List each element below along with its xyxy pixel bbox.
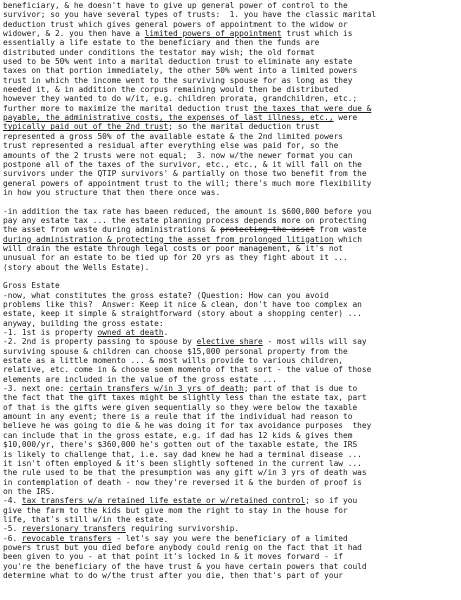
text-segment: however they wanted to do w/it, e.g. children prorata, grandchildren, etc.; [3,94,358,104]
text-segment: ; so if you [305,496,358,506]
text-segment: life, that's still w/in the estate. [3,514,169,524]
text-segment: trust represented a residual after everything else was paid for, so the [3,141,339,151]
document-page [3,1,459,599]
text-segment: the rule used to be that the presumption was any gift w/in 3 yrs of death was [3,468,367,478]
underlined-text: revocable transfers [21,533,112,543]
text-line [3,179,459,188]
text-segment: survivors under the QTIP survivors' & partially on those two benefit from the [3,169,367,179]
text-line [3,459,459,468]
text-segment: estate as a little momento ... & most wills provide to various children, [3,356,344,366]
underlined-text: the taxes that were due & [253,103,372,113]
text-segment: been given to you - at that point it's locked in & it moves forward - if [3,552,344,562]
text-segment: amounts of the 2 trusts were not equal; 3. now w/the newer format you can [3,150,353,160]
text-line [3,66,459,75]
text-line [3,506,459,515]
text-segment: which [333,234,362,244]
underlined-text: elective share [196,337,263,347]
text-line [3,421,459,430]
text-segment: ; part of that is due to [243,384,358,394]
text-segment: Gross Estate [3,281,60,291]
text-line [3,225,459,234]
text-segment: (story about the Wells Estate). [3,262,150,272]
underlined-text: tax transfers w/a retained life estate or w/retained control [21,496,306,506]
text-line [3,487,459,496]
text-segment: deduction trust which gives general powers of appointment to the widow or [3,19,348,29]
text-segment: -1. 1st is property [3,328,98,338]
text-segment: will drain the estate through legal costs or poor management, & it's not [3,243,344,253]
text-line [3,356,459,365]
text-line [3,235,459,244]
gross-estate-section [3,281,459,580]
text-segment: anyway, building the gross estate: [3,318,164,328]
text-segment: from waste [314,225,367,235]
text-line [3,76,459,85]
text-segment: were [333,113,358,123]
text-line [3,365,459,374]
text-line [3,113,459,122]
text-segment: relative, etc. come in & choose soem momento of that sort - the value of those [3,365,372,375]
text-segment: survivor; so you have several types of trusts: 1. you have the classic marital [3,10,377,20]
text-segment: beneficiary, & he doesn't have to give up general power of control to the [3,1,348,10]
text-segment: -now, what constitutes the gross estate? (Question: How can you avoid [3,290,329,300]
text-line [3,337,459,346]
text-line [3,431,459,440]
text-segment: ; so the marital deduction trust [168,122,320,132]
text-line [3,375,459,384]
tax-rate-paragraph [3,207,459,272]
paragraph-gap [3,197,459,206]
underlined-text: certain transfers w/in 3 yrs of death [69,384,244,394]
text-segment: represented a gross 50% of the available estate & the 2nd limited powers [3,131,344,141]
text-segment: -in addition the tax rate has baeen reduced, the amount is $600,000 before you [3,206,372,216]
text-segment: postpone all of the taxes of the survivor, etc., etc., & it will fall on the [3,159,362,169]
text-line [3,132,459,141]
text-line [3,263,459,272]
text-segment: -3. next one: [3,384,70,394]
text-segment: estate, keep it simple & straightforward (story about a shopping center) ... [3,309,362,319]
paragraph-gap [3,272,459,281]
underlined-text: payable, the administrative costs, the expenses of last illness, etc., [3,113,334,123]
text-line [3,468,459,477]
text-segment: surviving spouse & children can choose $15,000 personal property from the [3,346,348,356]
text-line [3,496,459,505]
text-line [3,440,459,449]
text-segment: unusual for an estate to be tied up for 20 yrs as they fight about it ... [3,253,348,263]
text-line [3,571,459,580]
text-line [3,244,459,253]
text-line [3,384,459,393]
text-segment: needed it, & in addition the corpus remaining would then be distributed [3,85,339,95]
text-line [3,188,459,197]
text-segment: of that is the gifts were given sequentially so they were below the taxable [3,402,358,412]
text-line [3,207,459,216]
text-line [3,38,459,47]
text-line [3,393,459,402]
text-line [3,253,459,262]
text-segment: can include that in the gross estate, e.g. if dad has 12 kids & gives them [3,430,353,440]
text-line [3,543,459,552]
text-line [3,515,459,524]
text-line [3,20,459,29]
text-line [3,104,459,113]
text-line [3,281,459,290]
text-line [3,309,459,318]
text-line [3,141,459,150]
text-line [3,524,459,533]
text-line [3,412,459,421]
text-segment: -5. [3,524,22,534]
text-segment: pay any estate tax ... the estate planning process depends more on protecting [3,215,367,225]
text-segment: the asset from waste during administrations & [3,225,221,235]
text-segment: in contemplation of death - now they're reversed it & the burden of proof is [3,477,362,487]
text-segment: -6. [3,533,22,543]
text-line [3,160,459,169]
text-segment: you're the beneficiary of the have trust & you have certain powers that could [3,561,367,571]
text-line [3,169,459,178]
text-line [3,151,459,160]
text-segment: essentially a life estate to the beneficiary and then the funds are [3,38,320,48]
text-line [3,562,459,571]
text-segment: further more to maximize the marital deduction trust [3,103,254,113]
text-segment: determine what to do w/the trust after you die, then that's part of your [3,570,344,580]
marital-trust-paragraph [3,1,459,197]
text-line [3,216,459,225]
struck-text: protecting the asset [220,225,315,235]
text-line [3,291,459,300]
text-line [3,403,459,412]
text-line [3,94,459,103]
text-line [3,534,459,543]
text-line [3,48,459,57]
text-segment: requiring survivorship. [125,524,240,534]
text-line [3,122,459,131]
text-line [3,347,459,356]
text-line [3,85,459,94]
underlined-text: limited powers of appointment [144,29,282,39]
text-line [3,450,459,459]
text-line [3,552,459,561]
underlined-text: typically paid out of the 2nd trust [3,122,169,132]
text-segment: elements are included in the value of the gross estate ... [3,374,277,384]
text-segment: used to be 50% went into a marital deduction trust to eliminate any estate [3,57,353,67]
text-line [3,319,459,328]
text-segment: powers trust but you died before anybody could renig on the fact that it had [3,542,362,552]
text-segment: widower, & 2. you then have a [3,29,145,39]
text-segment: general powers of appointment trust to the will; there's much more flexibility [3,178,372,188]
text-segment: - most wills will say [262,337,367,347]
text-segment: -2. 2nd is property passing to spouse by [3,337,197,347]
text-line [3,57,459,66]
text-line [3,1,459,10]
text-segment: the fact that the gift taxes might be slightly less than the estate tax, part [3,393,367,403]
text-segment: trust in which the income went to the surviving spouse for as long as they [3,75,353,85]
text-segment: on the IRS. [3,486,55,496]
text-segment: it isn't often employed & it's been slightly softened in the current law ... [3,458,362,468]
text-segment: problems like this? Answer: Keep it nice & clean, don't have too complex an [3,300,362,309]
text-segment: taxes on that portion immediately, the other 50% went into a limited powers [3,66,358,76]
underlined-text: reversionary transfers [21,524,126,534]
text-segment: trust which is [281,29,353,39]
text-segment: believe he was going to die & he was doing it for tax avoidance purposes they [3,421,372,431]
text-line [3,10,459,19]
text-segment: $10,000/yr, there's $360,000 he's gotten out of the taxable estate, the IRS [3,440,358,450]
text-segment: give the farm to the kids but give mom the right to stay in the house for [3,505,348,515]
text-line [3,29,459,38]
text-segment: amount in any event; there is a reule that if the individual had reason to [3,412,353,422]
text-segment: is likely to challenge that, i.e. say dad knew he had a terminal disease ... [3,449,362,459]
text-line [3,300,459,309]
text-segment: -4. [3,496,22,506]
text-segment: distributed under conditions the testator may wish; the old format [3,47,315,57]
text-line [3,328,459,337]
text-segment: . [163,328,169,338]
underlined-text: owned at death [97,328,164,338]
text-line [3,478,459,487]
text-segment: in how you structure that then there once was. [3,187,221,197]
underlined-text: during administration & protecting the asset from prolonged litigation [3,234,334,244]
text-segment: - let's say you were the beneficiary of a limited [111,533,348,543]
